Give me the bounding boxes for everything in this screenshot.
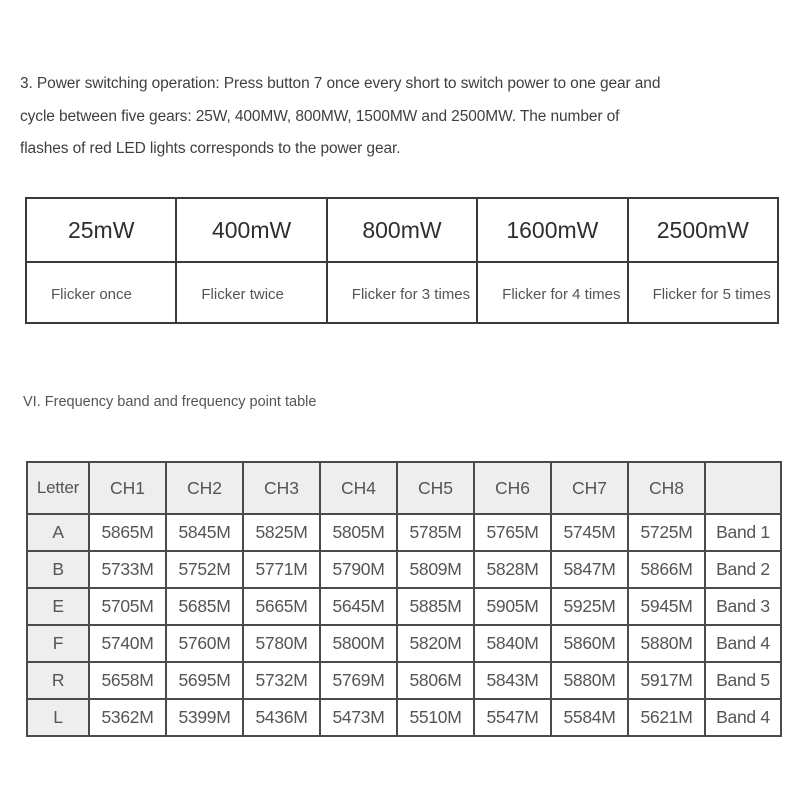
flicker-description-text: Flicker for 3 times — [351, 286, 471, 303]
intro-line: cycle between five gears: 25W, 400MW, 800MW, 1500MW and 2500MW. The number of — [20, 107, 620, 125]
channel-frequency-cell: 5769M — [320, 662, 397, 699]
band-name-cell: Band 4 — [705, 699, 781, 736]
band-name-cell: Band 5 — [705, 662, 781, 699]
channel-frequency-cell: 5809M — [397, 551, 474, 588]
flicker-description-text: Flicker twice — [201, 286, 284, 303]
band-letter-cell: L — [27, 699, 89, 736]
header-channel: CH2 — [166, 462, 243, 514]
channel-frequency-cell: 5658M — [89, 662, 166, 699]
channel-frequency-cell: 5740M — [89, 625, 166, 662]
channel-frequency-cell: 5436M — [243, 699, 320, 736]
channel-frequency-cell: 5771M — [243, 551, 320, 588]
power-level-row — [26, 198, 778, 262]
band-letter-cell: R — [27, 662, 89, 699]
channel-frequency-cell: 5732M — [243, 662, 320, 699]
flicker-description-cell — [327, 262, 477, 323]
frequency-band-table — [26, 461, 782, 737]
channel-frequency-cell: 5865M — [89, 514, 166, 551]
channel-frequency-cell: 5785M — [397, 514, 474, 551]
frequency-table-row — [27, 588, 781, 625]
flicker-description-text: Flicker once — [51, 286, 132, 303]
channel-frequency-cell: 5843M — [474, 662, 551, 699]
channel-frequency-cell: 5510M — [397, 699, 474, 736]
channel-frequency-cell: 5780M — [243, 625, 320, 662]
channel-frequency-cell: 5399M — [166, 699, 243, 736]
header-letter: Letter — [27, 462, 89, 514]
band-letter-cell: A — [27, 514, 89, 551]
frequency-table-row — [27, 662, 781, 699]
channel-frequency-cell: 5925M — [551, 588, 628, 625]
channel-frequency-cell: 5760M — [166, 625, 243, 662]
channel-frequency-cell: 5752M — [166, 551, 243, 588]
channel-frequency-cell: 5695M — [166, 662, 243, 699]
frequency-table-body — [27, 514, 781, 736]
channel-frequency-cell: 5621M — [628, 699, 705, 736]
channel-frequency-cell: 5905M — [474, 588, 551, 625]
channel-frequency-cell: 5765M — [474, 514, 551, 551]
band-letter-cell: E — [27, 588, 89, 625]
channel-frequency-cell: 5806M — [397, 662, 474, 699]
channel-frequency-cell: 5790M — [320, 551, 397, 588]
channel-frequency-cell: 5880M — [551, 662, 628, 699]
channel-frequency-cell: 5362M — [89, 699, 166, 736]
flicker-description-text: Flicker for 4 times — [502, 286, 621, 303]
channel-frequency-cell: 5866M — [628, 551, 705, 588]
channel-frequency-cell: 5820M — [397, 625, 474, 662]
flicker-description-cell — [628, 262, 778, 323]
channel-frequency-cell: 5880M — [628, 625, 705, 662]
header-channel: CH3 — [243, 462, 320, 514]
header-channel: CH1 — [89, 462, 166, 514]
flicker-description-cell — [26, 262, 176, 323]
channel-frequency-cell: 5805M — [320, 514, 397, 551]
header-channel: CH5 — [397, 462, 474, 514]
power-gear-table — [25, 197, 779, 324]
flicker-description-cell — [477, 262, 627, 323]
channel-frequency-cell: 5725M — [628, 514, 705, 551]
band-name-cell: Band 4 — [705, 625, 781, 662]
channel-frequency-cell: 5917M — [628, 662, 705, 699]
channel-frequency-cell: 5733M — [89, 551, 166, 588]
band-name-cell: Band 3 — [705, 588, 781, 625]
power-level-cell: 1600mW — [477, 198, 627, 262]
channel-frequency-cell: 5945M — [628, 588, 705, 625]
channel-frequency-cell: 5885M — [397, 588, 474, 625]
frequency-table-row — [27, 514, 781, 551]
intro-line: flashes of red LED lights corresponds to the power gear. — [20, 140, 401, 157]
intro-line: 3. Power switching operation: Press button 7 once every short to switch power to one gear and — [20, 75, 661, 92]
channel-frequency-cell: 5825M — [243, 514, 320, 551]
header-channel: CH7 — [551, 462, 628, 514]
channel-frequency-cell: 5584M — [551, 699, 628, 736]
band-name-cell: Band 1 — [705, 514, 781, 551]
flicker-description-cell — [176, 262, 326, 323]
frequency-header-row — [27, 462, 781, 514]
channel-frequency-cell: 5845M — [166, 514, 243, 551]
power-switching-paragraph — [20, 68, 790, 166]
flicker-description-text: Flicker for 5 times — [652, 286, 771, 303]
frequency-table-row — [27, 625, 781, 662]
channel-frequency-cell: 5745M — [551, 514, 628, 551]
channel-frequency-cell: 5860M — [551, 625, 628, 662]
frequency-table-row — [27, 551, 781, 588]
channel-frequency-cell: 5800M — [320, 625, 397, 662]
channel-frequency-cell: 5665M — [243, 588, 320, 625]
header-channel: CH8 — [628, 462, 705, 514]
channel-frequency-cell: 5685M — [166, 588, 243, 625]
channel-frequency-cell: 5840M — [474, 625, 551, 662]
power-level-cell: 800mW — [327, 198, 477, 262]
band-name-cell: Band 2 — [705, 551, 781, 588]
channel-frequency-cell: 5828M — [474, 551, 551, 588]
power-level-cell: 400mW — [176, 198, 326, 262]
frequency-section-title: VI. Frequency band and frequency point table — [23, 394, 317, 410]
channel-frequency-cell: 5645M — [320, 588, 397, 625]
header-channel: CH6 — [474, 462, 551, 514]
power-level-cell: 2500mW — [628, 198, 778, 262]
channel-frequency-cell: 5473M — [320, 699, 397, 736]
flicker-description-row — [26, 262, 778, 323]
channel-frequency-cell: 5705M — [89, 588, 166, 625]
header-channel: CH4 — [320, 462, 397, 514]
band-letter-cell: F — [27, 625, 89, 662]
channel-frequency-cell: 5847M — [551, 551, 628, 588]
power-level-cell: 25mW — [26, 198, 176, 262]
band-letter-cell: B — [27, 551, 89, 588]
header-band — [705, 462, 781, 514]
channel-frequency-cell: 5547M — [474, 699, 551, 736]
frequency-table-row — [27, 699, 781, 736]
